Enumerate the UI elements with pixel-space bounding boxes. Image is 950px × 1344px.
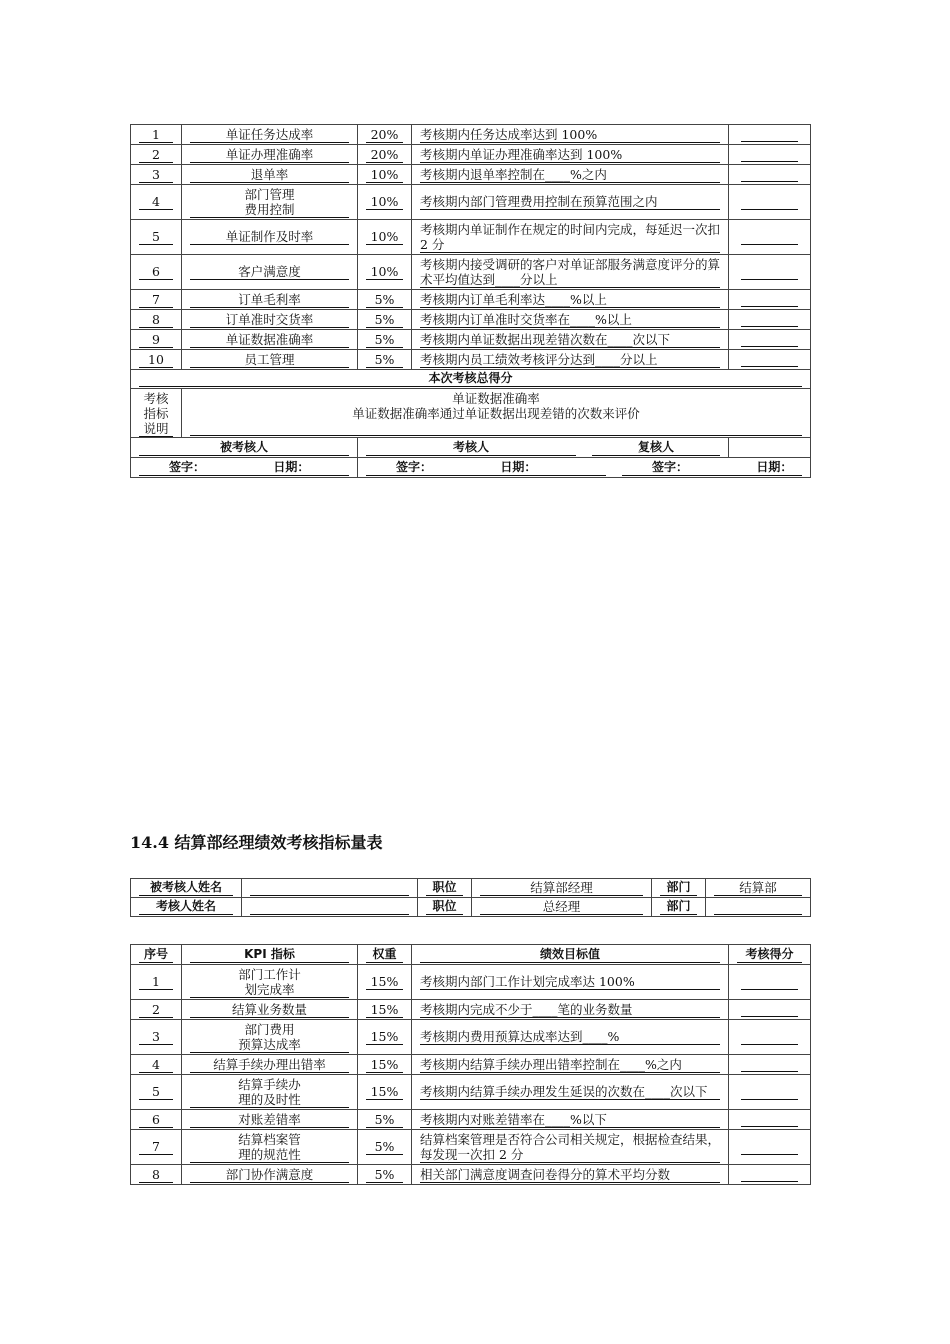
kpi-row — [131, 965, 811, 1000]
row-score-field[interactable] — [729, 330, 811, 350]
dept-value-1: 结算部 — [714, 880, 802, 896]
row-no: 8 — [139, 312, 173, 328]
info-table — [130, 878, 811, 917]
row-score-field[interactable] — [729, 965, 811, 1000]
kpi-row — [131, 255, 811, 290]
kpi-row — [131, 1130, 811, 1165]
position-label-2: 职位 — [426, 899, 463, 915]
row-no: 3 — [139, 167, 173, 183]
kpi-row — [131, 165, 811, 185]
row-kpi: 单证办理准确率 — [190, 147, 349, 163]
kpi-table-2 — [130, 944, 811, 1185]
row-target: 考核期内单证数据出现差错次数在____次以下 — [420, 332, 720, 348]
sign-label-3: 签字： — [652, 459, 689, 474]
header-score: 考核得分 — [737, 947, 802, 963]
row-target: 考核期内结算手续办理发生延误的次数在____次以下 — [420, 1084, 720, 1100]
kpi-table-1 — [130, 124, 811, 478]
row-kpi: 对账差错率 — [190, 1112, 349, 1128]
desc-text: 单证数据准确率通过单证数据出现差错的次数来评价 — [352, 406, 640, 421]
kpi-row — [131, 1075, 811, 1110]
row-no: 1 — [139, 127, 173, 143]
dept-label-2: 部门 — [660, 899, 697, 915]
row-target: 考核期内订单准时交货率在____%以上 — [420, 312, 720, 328]
row-score-field[interactable] — [729, 1000, 811, 1020]
position-value-2: 总经理 — [480, 899, 643, 915]
row-no: 7 — [139, 292, 173, 308]
row-target: 考核期内费用预算达成率达到____% — [420, 1029, 720, 1045]
row-target: 考核期内部门管理费用控制在预算范围之内 — [420, 194, 720, 210]
row-score-field[interactable] — [729, 290, 811, 310]
kpi-row — [131, 330, 811, 350]
row-weight: 10% — [366, 194, 403, 210]
reviewer-name-label: 考核人姓名 — [139, 899, 233, 915]
row-kpi: 单证数据准确率 — [190, 332, 349, 348]
row-weight: 5% — [366, 292, 403, 308]
kpi-row — [131, 350, 811, 370]
reviewee-name-field[interactable] — [242, 879, 418, 898]
row-kpi: 员工管理 — [190, 352, 349, 368]
row-weight: 5% — [366, 332, 403, 348]
header-target: 绩效目标值 — [420, 947, 720, 963]
row-score-field[interactable] — [729, 220, 811, 255]
row-score-field[interactable] — [729, 350, 811, 370]
kpi-row — [131, 125, 811, 145]
row-weight: 5% — [366, 1167, 403, 1183]
kpi-row — [131, 290, 811, 310]
date-label-1: 日期： — [273, 459, 310, 474]
kpi-row — [131, 1110, 811, 1130]
row-no: 6 — [139, 1112, 173, 1128]
row-target: 考核期内对账差错率在____%以下 — [420, 1112, 720, 1128]
date-label-2: 日期： — [500, 459, 537, 474]
row-weight: 10% — [366, 229, 403, 245]
header-kpi: KPI 指标 — [190, 947, 349, 963]
row-kpi: 客户满意度 — [190, 264, 349, 280]
kpi-row — [131, 310, 811, 330]
dept-label-1: 部门 — [660, 880, 697, 896]
row-weight: 15% — [366, 1057, 403, 1073]
row-weight: 15% — [366, 974, 403, 990]
row-score-field[interactable] — [729, 1020, 811, 1055]
total-score-label: 本次考核总得分 — [139, 371, 802, 387]
kpi-row — [131, 1055, 811, 1075]
row-weight: 5% — [366, 352, 403, 368]
row-kpi: 部门费用 预算达成率 — [190, 1022, 349, 1053]
row-target: 考核期内单证制作在规定的时间内完成，每延迟一次扣 2 分 — [420, 221, 721, 252]
kpi-row — [131, 220, 811, 255]
section-title: 14.4 结算部经理绩效考核指标量表 — [130, 833, 383, 852]
row-target: 考核期内订单毛利率达____%以上 — [420, 292, 720, 308]
row-kpi: 结算手续办 理的及时性 — [190, 1077, 349, 1108]
row-weight: 10% — [366, 264, 403, 280]
reviewee-label: 被考核人 — [139, 440, 349, 456]
row-kpi: 订单毛利率 — [190, 292, 349, 308]
rechecker-label: 复核人 — [592, 440, 720, 456]
row-no: 4 — [139, 194, 173, 210]
row-kpi: 结算手续办理出错率 — [190, 1057, 349, 1073]
row-kpi: 部门管理 费用控制 — [190, 187, 349, 218]
row-score-field[interactable] — [729, 145, 811, 165]
row-target: 相关部门满意度调查问卷得分的算术平均分数 — [420, 1167, 720, 1183]
kpi-row — [131, 1165, 811, 1185]
row-weight: 20% — [366, 127, 403, 143]
row-weight: 15% — [366, 1084, 403, 1100]
row-target: 结算档案管理是否符合公司相关规定，根据检查结果，每发现一次扣 2 分 — [420, 1131, 721, 1162]
row-weight: 10% — [366, 167, 403, 183]
row-weight: 15% — [366, 1002, 403, 1018]
row-weight: 5% — [366, 1139, 403, 1155]
desc-title: 单证数据准确率 — [452, 391, 540, 406]
row-no: 7 — [139, 1139, 173, 1155]
row-weight: 20% — [366, 147, 403, 163]
row-target: 考核期内完成不少于____笔的业务数量 — [420, 1002, 720, 1018]
row-score-field[interactable] — [729, 125, 811, 145]
row-score-field[interactable] — [729, 1075, 811, 1110]
row-kpi: 退单率 — [190, 167, 349, 183]
row-kpi: 结算档案管 理的规范性 — [190, 1132, 349, 1163]
sign-label-2: 签字： — [396, 459, 433, 474]
reviewee-name-label: 被考核人姓名 — [139, 880, 233, 896]
date-label-3: 日期： — [756, 459, 793, 474]
row-weight: 5% — [366, 312, 403, 328]
row-target: 考核期内任务达成率达到 100% — [420, 127, 720, 143]
kpi-row — [131, 185, 811, 220]
row-no: 1 — [139, 974, 173, 990]
row-target: 考核期内接受调研的客户对单证部服务满意度评分的算术平均值达到____分以上 — [420, 256, 721, 287]
row-no: 10 — [139, 352, 173, 368]
row-no: 4 — [139, 1057, 173, 1073]
row-no: 3 — [139, 1029, 173, 1045]
row-kpi: 结算业务数量 — [190, 1002, 349, 1018]
row-score-field[interactable] — [729, 1130, 811, 1165]
desc-label: 考核 指标 说明 — [139, 391, 173, 437]
row-score-field[interactable] — [729, 165, 811, 185]
row-kpi: 单证制作及时率 — [190, 229, 349, 245]
row-target: 考核期内部门工作计划完成率达 100% — [420, 974, 720, 990]
row-target: 考核期内员工绩效考核评分达到____分以上 — [420, 352, 720, 368]
row-weight: 15% — [366, 1029, 403, 1045]
header-no: 序号 — [139, 947, 173, 963]
kpi-row — [131, 145, 811, 165]
kpi-row — [131, 1000, 811, 1020]
position-label-1: 职位 — [426, 880, 463, 896]
row-score-field[interactable] — [729, 255, 811, 290]
row-weight: 5% — [366, 1112, 403, 1128]
row-no: 2 — [139, 147, 173, 163]
row-no: 5 — [139, 1084, 173, 1100]
row-target: 考核期内退单率控制在____%之内 — [420, 167, 720, 183]
reviewer-label: 考核人 — [366, 440, 576, 456]
row-target: 考核期内单证办理准确率达到 100% — [420, 147, 720, 163]
row-score-field[interactable] — [729, 310, 811, 330]
header-weight: 权重 — [366, 947, 403, 963]
row-score-field[interactable] — [729, 185, 811, 220]
dept-value-2-field[interactable] — [706, 898, 811, 917]
row-score-field[interactable] — [729, 1165, 811, 1185]
row-no: 2 — [139, 1002, 173, 1018]
row-target: 考核期内结算手续办理出错率控制在____%之内 — [420, 1057, 720, 1073]
row-kpi: 订单准时交货率 — [190, 312, 349, 328]
row-no: 6 — [139, 264, 173, 280]
row-no: 9 — [139, 332, 173, 348]
row-no: 5 — [139, 229, 173, 245]
row-no: 8 — [139, 1167, 173, 1183]
kpi-row — [131, 1020, 811, 1055]
position-value-1: 结算部经理 — [480, 880, 643, 896]
row-kpi: 部门协作满意度 — [190, 1167, 349, 1183]
row-score-field[interactable] — [729, 1055, 811, 1075]
row-kpi: 单证任务达成率 — [190, 127, 349, 143]
row-kpi: 部门工作计 划完成率 — [190, 967, 349, 998]
row-score-field[interactable] — [729, 1110, 811, 1130]
reviewer-name-field[interactable] — [242, 898, 418, 917]
sign-label-1: 签字： — [169, 459, 206, 474]
